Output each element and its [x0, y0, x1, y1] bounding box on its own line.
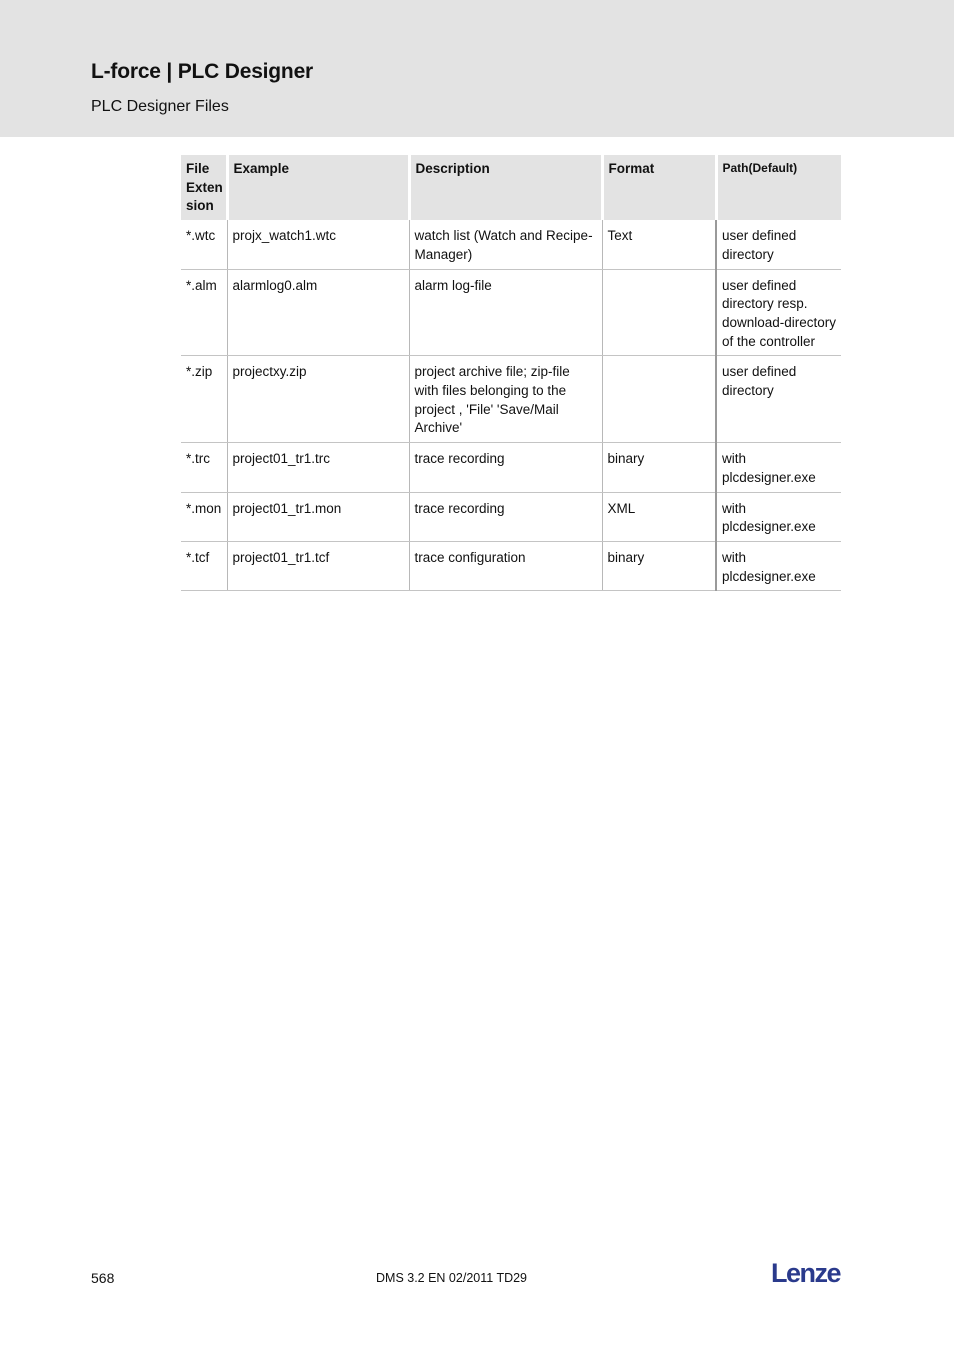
lenze-logo-text: Lenze — [771, 1259, 841, 1287]
cell-path: user defined directory — [716, 220, 841, 269]
column-header-path: Path(Default) — [716, 155, 841, 220]
cell-format: binary — [602, 541, 716, 590]
table-row — [181, 269, 841, 356]
lenze-logo — [771, 1259, 851, 1287]
cell-example: projectxy.zip — [227, 356, 409, 443]
cell-path: with plcdesigner.exe — [716, 492, 841, 541]
cell-description: trace recording — [409, 492, 602, 541]
cell-example: project01_tr1.trc — [227, 443, 409, 492]
cell-extension: *.trc — [181, 443, 227, 492]
cell-format: binary — [602, 443, 716, 492]
cell-path: with plcdesigner.exe — [716, 541, 841, 590]
cell-example: project01_tr1.mon — [227, 492, 409, 541]
cell-example: alarmlog0.alm — [227, 269, 409, 356]
column-header-format: Format — [602, 155, 716, 220]
cell-path: with plcdesigner.exe — [716, 443, 841, 492]
page-number: 568 — [91, 1270, 115, 1286]
cell-description: alarm log-file — [409, 269, 602, 356]
table-row — [181, 541, 841, 590]
cell-format: XML — [602, 492, 716, 541]
cell-description: watch list (Watch and Recipe-Manager) — [409, 220, 602, 269]
cell-description: trace configuration — [409, 541, 602, 590]
cell-path: user defined directory — [716, 356, 841, 443]
document-id: DMS 3.2 EN 02/2011 TD29 — [376, 1271, 528, 1285]
cell-extension: *.tcf — [181, 541, 227, 590]
file-extensions-table — [181, 155, 841, 591]
cell-example: projx_watch1.wtc — [227, 220, 409, 269]
cell-extension: *.zip — [181, 356, 227, 443]
cell-format: Text — [602, 220, 716, 269]
table-row — [181, 220, 841, 269]
document-title: L-force | PLC Designer — [91, 60, 314, 83]
cell-format — [602, 356, 716, 443]
table-row — [181, 492, 841, 541]
cell-description: trace recording — [409, 443, 602, 492]
column-header-description: Description — [409, 155, 602, 220]
cell-extension: *.wtc — [181, 220, 227, 269]
table-row — [181, 443, 841, 492]
table-header-row — [181, 155, 841, 220]
cell-extension: *.alm — [181, 269, 227, 356]
cell-description: project archive file; zip-file with files belonging to the project , 'File' 'Save/Mail Archive' — [409, 356, 602, 443]
cell-example: project01_tr1.tcf — [227, 541, 409, 590]
cell-extension: *.mon — [181, 492, 227, 541]
cell-path: user defined directory resp. download-directory of the controller — [716, 269, 841, 356]
column-header-example: Example — [227, 155, 409, 220]
cell-format — [602, 269, 716, 356]
table-row — [181, 356, 841, 443]
section-title: PLC Designer Files — [91, 98, 229, 115]
column-header-extension: File Exten sion — [181, 155, 227, 220]
